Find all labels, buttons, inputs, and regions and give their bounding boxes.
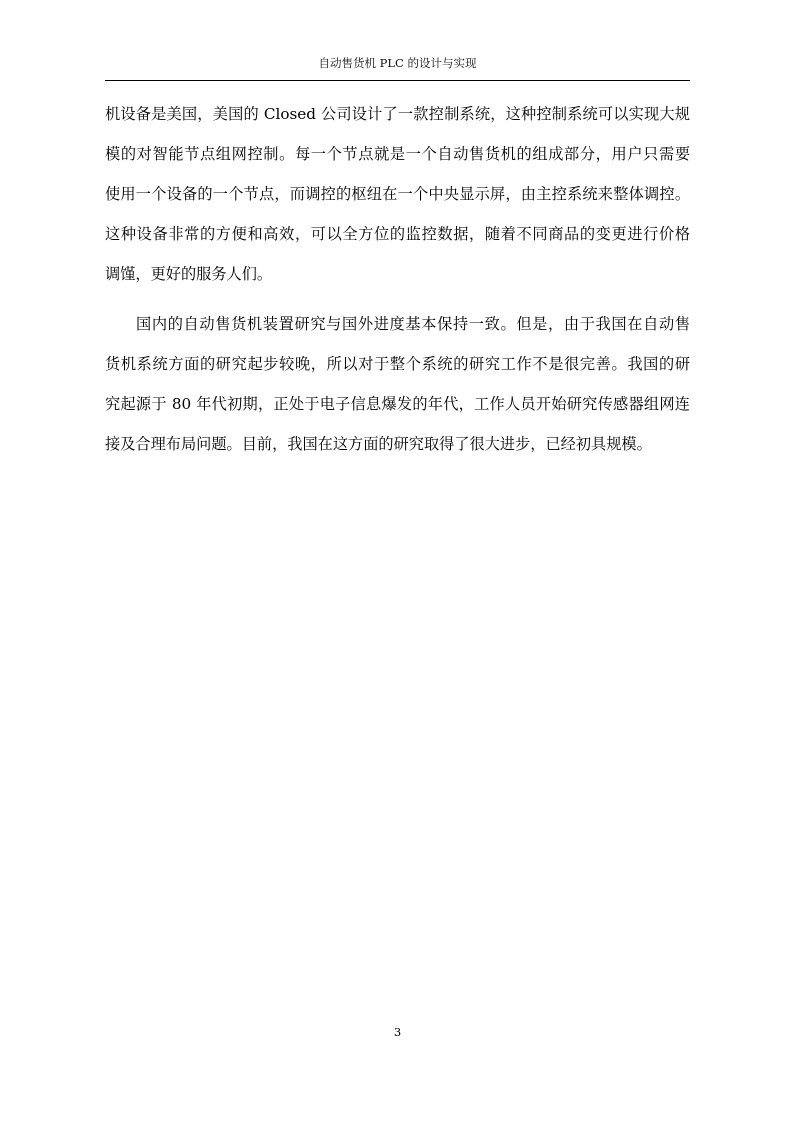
text-line: 国内的自动售货机装置研究与国外进度基本保持一致。但是，由于我国在自动售 <box>136 315 690 333</box>
text-line: 接及合理布局问题。目前，我国在这方面的研究取得了很大进步，已经初具规模。 <box>105 435 652 453</box>
text-line: 究起源于 80 年代初期，正处于电子信息爆发的年代，工作人员开始研究传感器组网连 <box>105 395 690 413</box>
text-line: 货机系统方面的研究起步较晚，所以对于整个系统的研究工作不是很完善。我国的研 <box>105 355 690 373</box>
text-line: 这种设备非常的方便和高效，可以全方位的监控数据，随着不同商品的变更进行价格 <box>105 225 690 243</box>
text-line: 调馑，更好的服务人们。 <box>105 265 273 283</box>
header-divider <box>105 80 690 81</box>
text-line: 模的对智能节点组网控制。每一个节点就是一个自动售货机的组成部分，用户只需要 <box>105 145 690 163</box>
text-line: 使用一个设备的一个节点，而调控的枢纽在一个中央显示屏，由主控系统来整体调控。 <box>105 185 690 203</box>
text-line: 机设备是美国，美国的 Closed 公司设计了一款控制系统，这种控制系统可以实现大规 <box>105 105 690 123</box>
running-header: 自动售货机 PLC 的设计与实现 <box>318 56 477 70</box>
page-number: 3 <box>393 1025 402 1039</box>
